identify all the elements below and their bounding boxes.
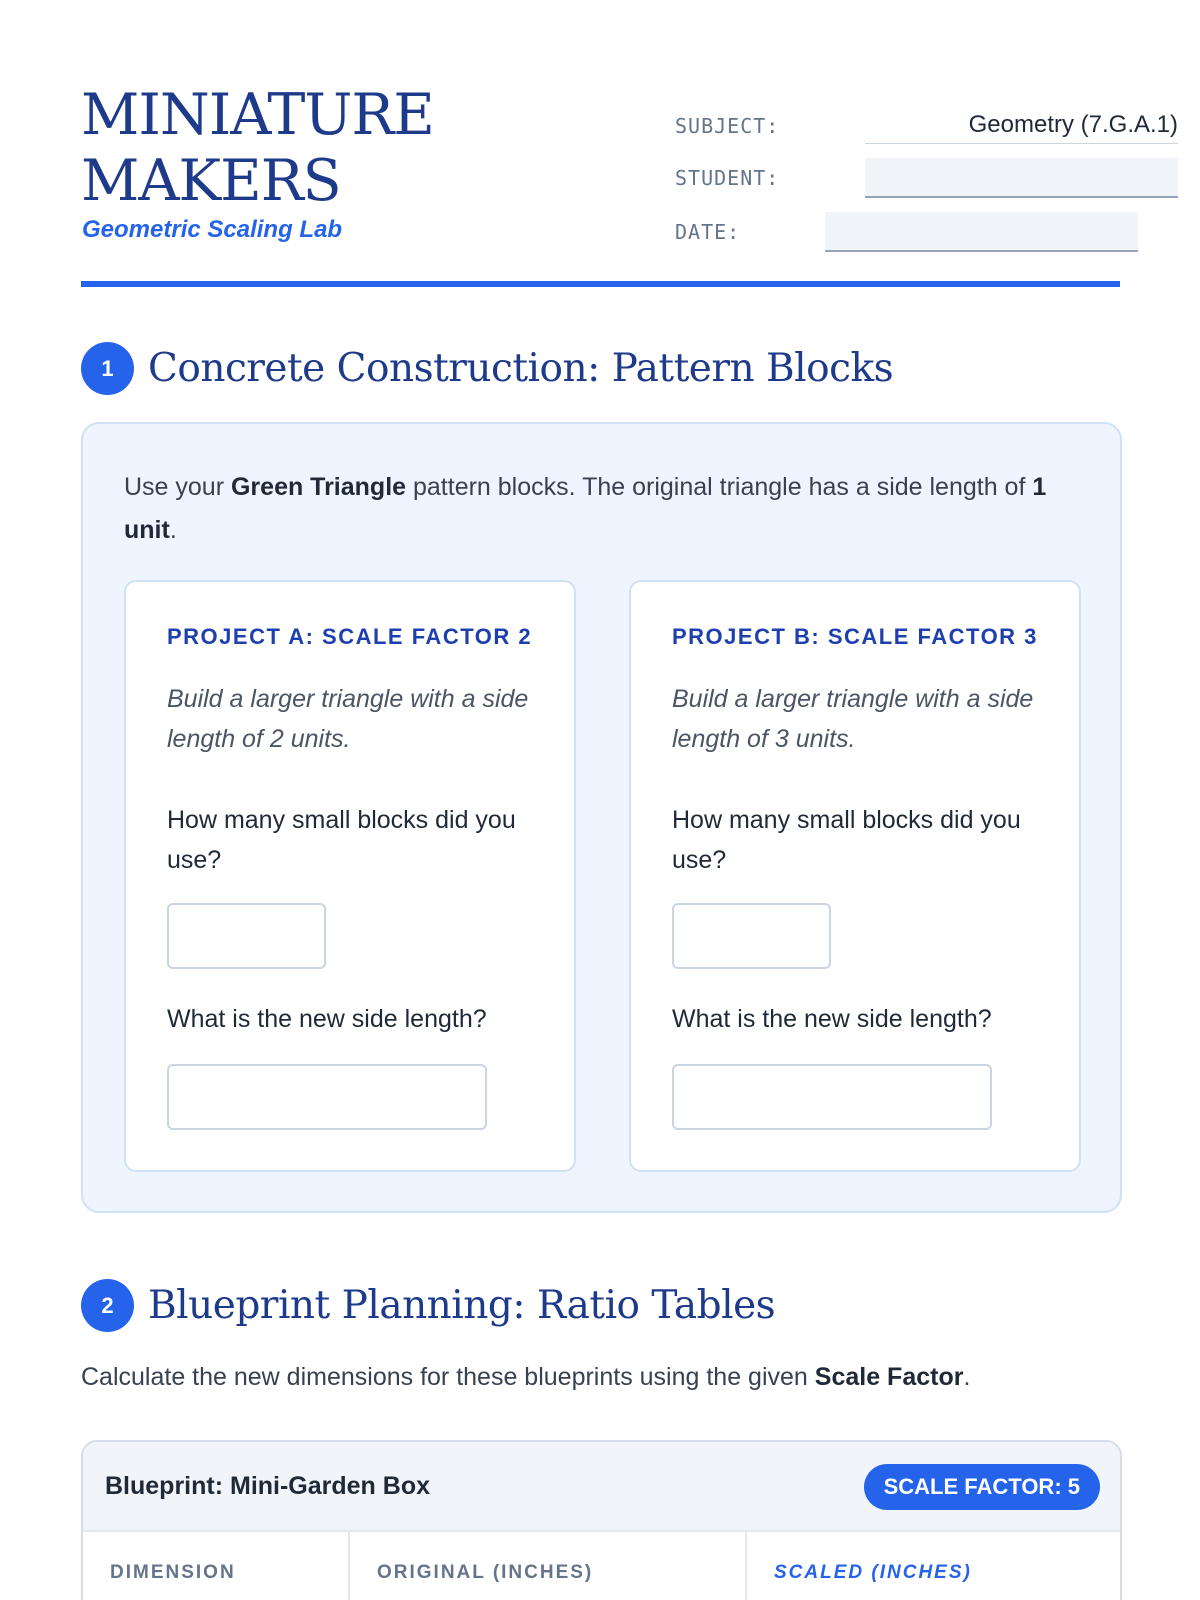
project-b-title: PROJECT B: SCALE FACTOR 3 [672,624,1038,649]
section-2-intro: Calculate the new dimensions for these blueprints using the given Scale Factor. [81,1363,971,1391]
blueprint-table [81,1440,1122,1600]
section-2-title: Blueprint Planning: Ratio Tables [148,1283,776,1328]
subject-label: SUBJECT: [675,114,780,138]
project-a-question-blocks: How many small blocks did you use? [167,806,516,874]
pattern-blocks-panel [81,422,1122,1213]
project-b-question-length: What is the new side length? [672,1005,992,1033]
section-2-number: 2 [81,1279,134,1332]
column-header-original: ORIGINAL (INCHES) [350,1532,747,1600]
project-a-length-answer[interactable] [167,1064,487,1130]
section-1-heading [81,342,893,395]
section-2-heading [81,1279,775,1332]
worksheet-subtitle: Geometric Scaling Lab [82,216,343,243]
project-b-card [629,580,1081,1172]
section-1-number: 1 [81,342,134,395]
subject-row [675,106,779,146]
column-header-scaled: SCALED (INCHES) [774,1562,972,1583]
worksheet-header [81,82,1178,287]
project-a-description: Build a larger triangle with a side length of 2 units. [167,685,529,753]
column-header-dimension: DIMENSION [83,1532,350,1600]
date-row [675,212,740,252]
project-b-description: Build a larger triangle with a side length of 3 units. [672,685,1034,753]
project-b-length-answer[interactable] [672,1064,992,1130]
project-a-card [124,580,576,1172]
title-line-2: MAKERS [81,148,341,214]
student-label: STUDENT: [675,166,780,190]
project-b-blocks-answer[interactable] [672,903,831,969]
date-field[interactable] [825,212,1138,252]
project-b-question-blocks: How many small blocks did you use? [672,806,1021,874]
section-1-intro: Use your Green Triangle pattern blocks. The original triangle has a side length of 1 unit. [124,473,1047,544]
blueprint-header [83,1442,1120,1532]
scale-factor-badge: SCALE FACTOR: 5 [864,1464,1100,1510]
student-field[interactable] [865,158,1178,198]
date-label: DATE: [675,220,741,244]
section-1-title: Concrete Construction: Pattern Blocks [148,346,894,391]
subject-field[interactable]: Geometry (7.G.A.1) [865,104,1178,144]
project-a-blocks-answer[interactable] [167,903,326,969]
project-a-question-length: What is the new side length? [167,1005,487,1033]
blueprint-title: Blueprint: Mini-Garden Box [105,1472,430,1500]
title-line-1: MINIATURE [81,82,434,148]
project-a-title: PROJECT A: SCALE FACTOR 2 [167,624,533,649]
student-row [675,158,779,198]
